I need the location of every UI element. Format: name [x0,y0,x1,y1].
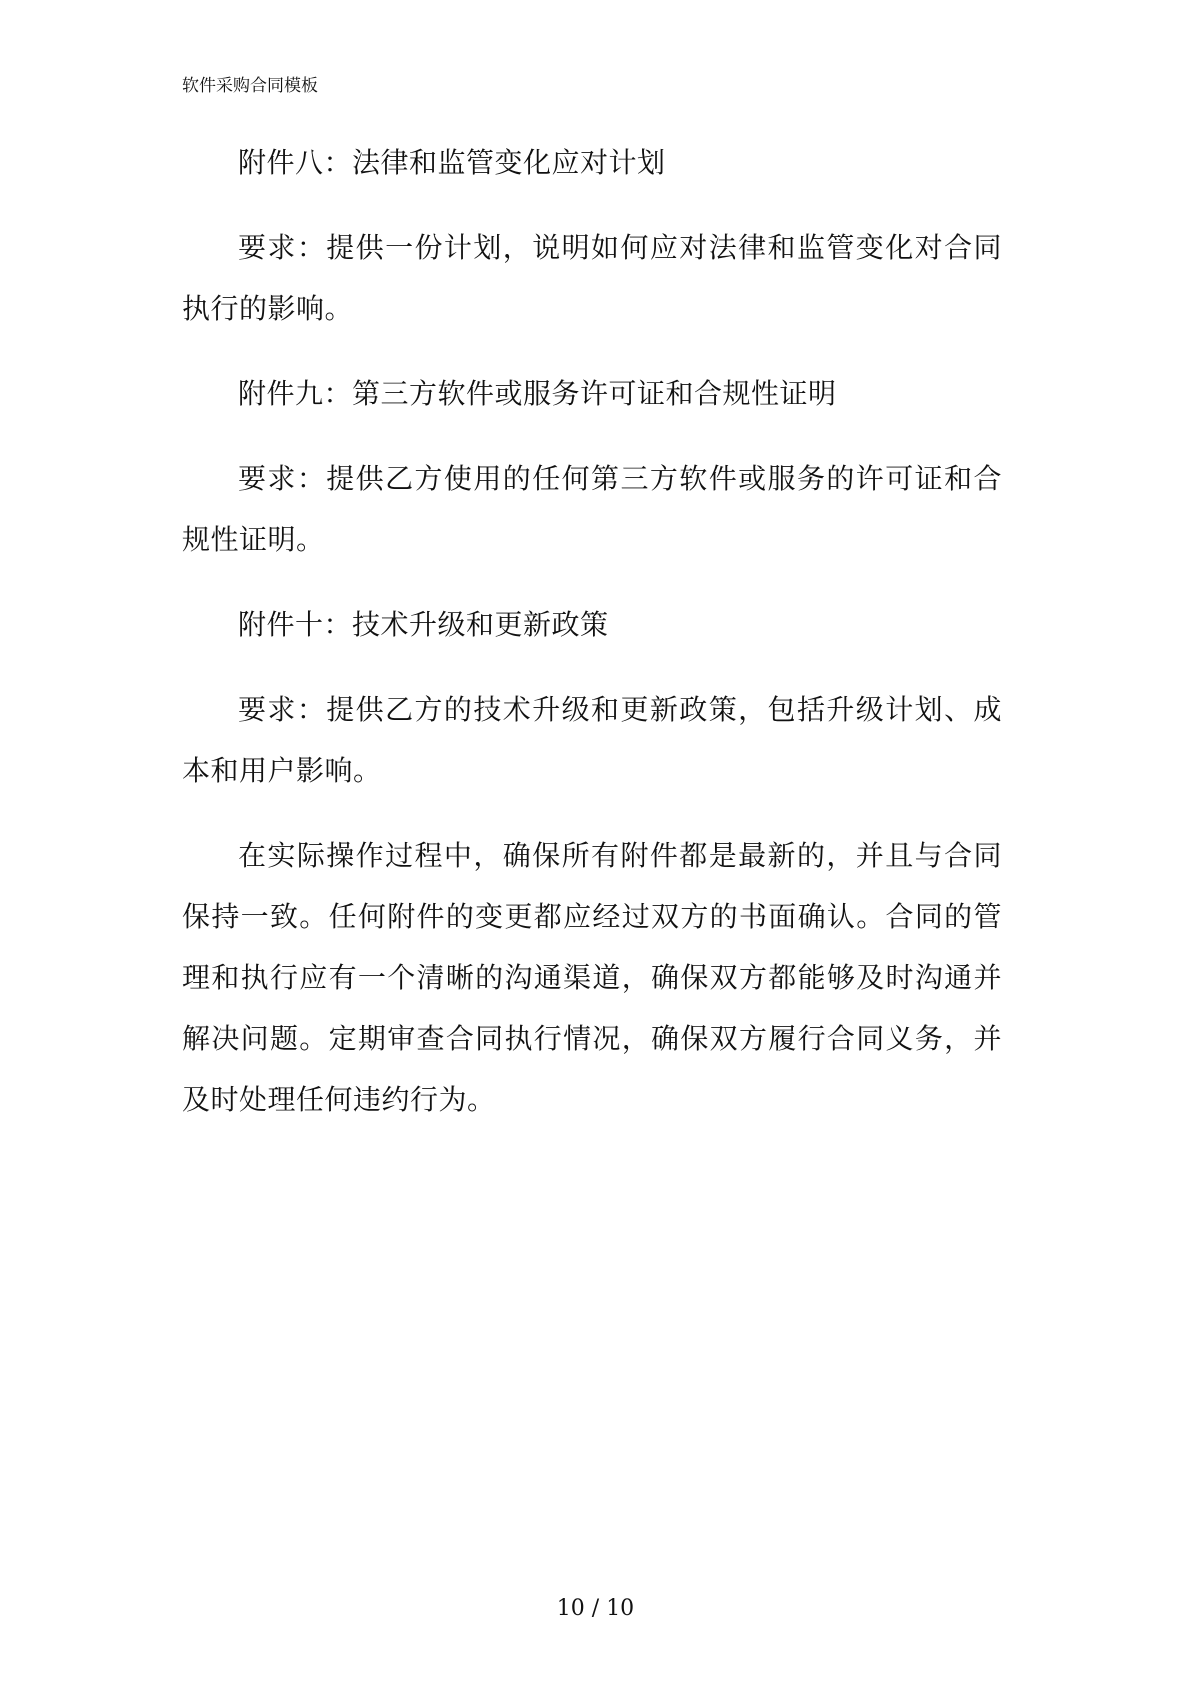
annex-10-heading: 附件十：技术升级和更新政策 [238,608,609,641]
annex-9-requirement: 要求：提供乙方使用的任何第三方软件或服务的许可证和合规性证明。 [182,462,1002,556]
closing-paragraph: 在实际操作过程中，确保所有附件都是最新的，并且与合同保持一致。任何附件的变更都应经过双方的书面确认。合同的管理和执行应有一个清晰的沟通渠道，确保双方都能够及时沟通并解决问题。定期审查合同执行情况，确保双方履行合同义务，并及时处理任何违约行为。 [182,839,1002,1116]
running-header: 软件采购合同模板 [182,76,318,96]
annex-10-requirement: 要求：提供乙方的技术升级和更新政策，包括升级计划、成本和用户影响。 [182,693,1002,787]
annex-8-requirement: 要求：提供一份计划，说明如何应对法律和监管变化对合同执行的影响。 [182,231,1002,325]
annex-9-heading: 附件九：第三方软件或服务许可证和合规性证明 [238,377,837,410]
document-body [182,132,1002,1154]
annex-8-heading: 附件八：法律和监管变化应对计划 [238,146,666,179]
page-number: 10 / 10 [556,1596,635,1621]
